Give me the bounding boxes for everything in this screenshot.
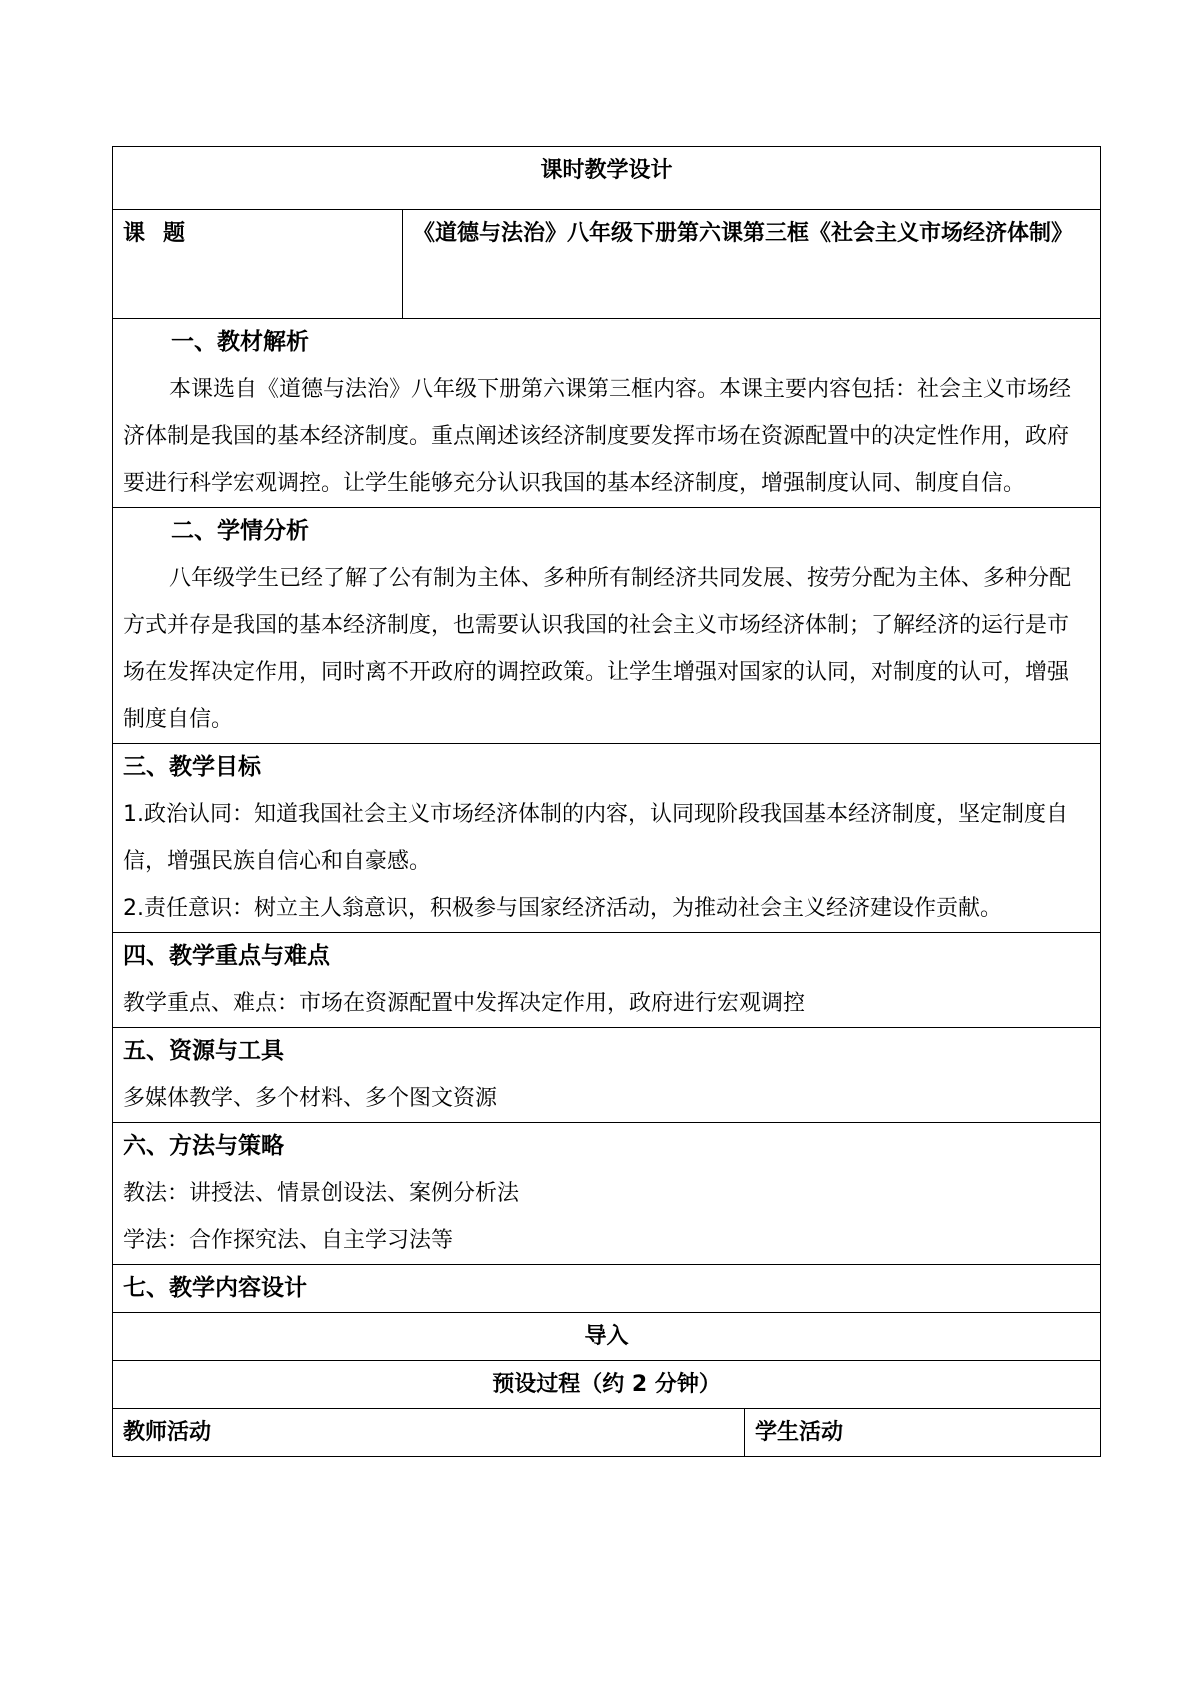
goal-item: 1.政治认同：知道我国社会主义市场经济体制的内容，认同现阶段我国基本经济制度，坚定制度自信，增强民族自信心和自豪感。	[123, 802, 1068, 874]
section-textbook-analysis	[113, 319, 1101, 508]
section-student-analysis	[113, 508, 1101, 744]
method-item: 教法：讲授法、情景创设法、案例分析法	[123, 1181, 520, 1206]
section-key-points	[113, 933, 1101, 1028]
section-paragraph: 八年级学生已经了解了公有制为主体、多种所有制经济共同发展、按劳分配为主体、多种分配方式并存是我国的基本经济制度，也需要认识我国的社会主义市场经济体制；了解经济的运行是市场在发挥决定作用，同时离不开政府的调控政策。让学生增强对国家的认同，对制度的认可，增强制度自信。	[123, 566, 1072, 732]
section-resources	[113, 1028, 1101, 1123]
section-paragraph: 本课选自《道德与法治》八年级下册第六课第三框内容。本课主要内容包括：社会主义市场经济体制是我国的基本经济制度。重点阐述该经济制度要发挥市场在资源配置中的决定性作用，政府要进行科学宏观调控。让学生能够充分认识我国的基本经济制度，增强制度认同、制度自信。	[123, 377, 1072, 496]
section-teaching-goals	[113, 744, 1101, 933]
method-item: 学法：合作探究法、自主学习法等	[123, 1228, 454, 1253]
section-paragraph: 教学重点、难点：市场在资源配置中发挥决定作用，政府进行宏观调控	[123, 991, 806, 1016]
student-activity-header: 学生活动	[745, 1409, 1101, 1457]
section-heading: 二、学情分析	[171, 518, 309, 544]
section-heading: 一、教材解析	[171, 329, 309, 355]
section-content-design	[113, 1265, 1101, 1313]
intro-label: 导入	[113, 1313, 1101, 1361]
section-heading: 七、教学内容设计	[123, 1275, 307, 1301]
section-heading: 三、教学目标	[123, 754, 261, 780]
section-methods	[113, 1123, 1101, 1265]
section-paragraph: 多媒体教学、多个材料、多个图文资源	[123, 1086, 498, 1111]
subject-label: 课 题	[113, 210, 403, 319]
page-title: 课时教学设计	[113, 147, 1101, 210]
section-heading: 五、资源与工具	[123, 1038, 284, 1064]
section-heading: 四、教学重点与难点	[123, 943, 330, 969]
intro-process: 预设过程（约 2 分钟）	[113, 1361, 1101, 1409]
teacher-activity-header: 教师活动	[113, 1409, 745, 1457]
goal-item: 2.责任意识：树立主人翁意识，积极参与国家经济活动，为推动社会主义经济建设作贡献。	[123, 896, 1002, 921]
subject-value: 《道德与法治》八年级下册第六课第三框《社会主义市场经济体制》	[403, 210, 1101, 319]
lesson-plan-table	[112, 146, 1101, 1457]
section-heading: 六、方法与策略	[123, 1133, 284, 1159]
